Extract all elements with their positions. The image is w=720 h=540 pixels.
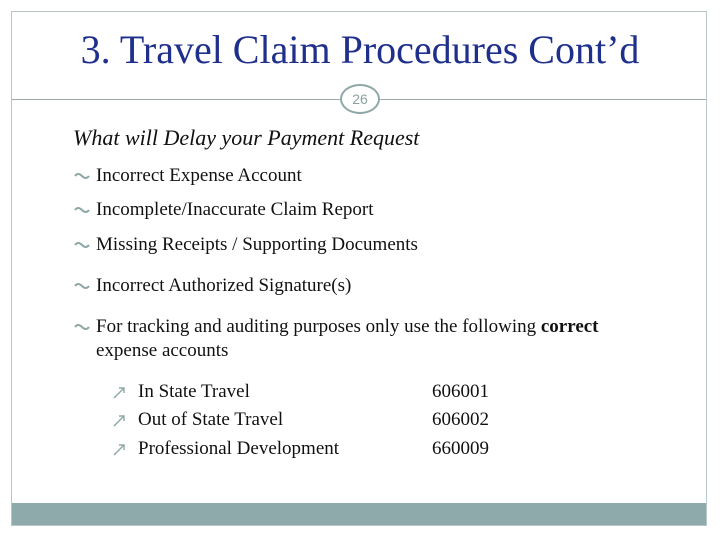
account-code: 606002: [432, 409, 489, 430]
bullet-item: [74, 198, 374, 222]
slide-title: 3. Travel Claim Procedures Cont’d: [80, 27, 640, 72]
arrow-bullet-icon: [112, 380, 138, 404]
bullet-text-part: For tracking and auditing purposes only use the following: [96, 316, 541, 337]
section-subtitle: What will Delay your Payment Request: [73, 125, 420, 150]
footer-bar: [12, 503, 706, 525]
wave-bullet-icon: [74, 198, 96, 222]
bullet-text: [96, 315, 616, 363]
wave-bullet-icon: [74, 164, 96, 188]
account-name: Out of State Travel: [138, 409, 284, 430]
arrow-bullet-icon: [112, 408, 138, 432]
bullet-text: Incomplete/Inaccurate Claim Report: [96, 199, 374, 220]
account-code: 606001: [432, 381, 489, 402]
account-name: In State Travel: [138, 381, 250, 402]
wave-bullet-icon: [74, 274, 96, 298]
bullet-text-part: expense accounts: [96, 340, 229, 361]
bullet-text: Incorrect Expense Account: [96, 165, 302, 186]
bullet-text: Missing Receipts / Supporting Documents: [96, 234, 418, 255]
arrow-bullet-icon: [112, 437, 138, 461]
wave-bullet-icon: [74, 315, 96, 339]
bullet-text: Incorrect Authorized Signature(s): [96, 275, 352, 296]
bullet-item: [74, 315, 616, 363]
account-name: Professional Development: [138, 438, 340, 459]
wave-bullet-icon: [74, 233, 96, 257]
account-code: 660009: [432, 438, 489, 459]
bullet-item: [74, 233, 418, 257]
account-row: [112, 380, 489, 404]
page-number-badge: 26: [340, 84, 380, 114]
account-row: [112, 408, 489, 432]
account-row: [112, 437, 489, 461]
bullet-emphasis: correct: [540, 316, 599, 337]
bullet-item: [74, 274, 351, 298]
bullet-item: [74, 164, 302, 188]
